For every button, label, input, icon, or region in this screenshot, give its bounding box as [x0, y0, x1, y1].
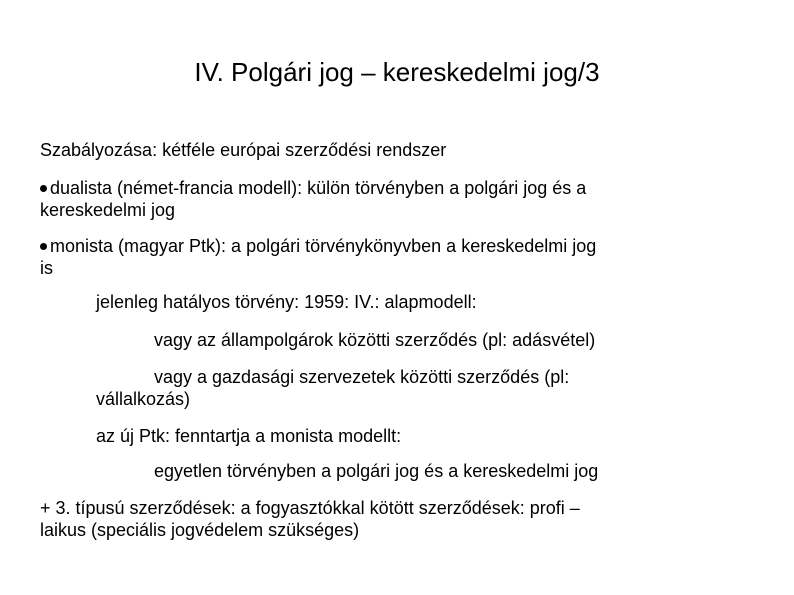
third-type-continued: laikus (speciális jogvédelem szükséges) — [40, 520, 360, 540]
intro-line — [40, 139, 446, 161]
option-two-continued: vállalkozás) — [96, 389, 191, 409]
bullet-dot-icon — [40, 185, 47, 192]
bullet-dot-icon — [40, 243, 47, 250]
slide-title: IV. Polgári jog – kereskedelmi jog/3 — [194, 57, 600, 87]
bullet-monista — [40, 235, 596, 257]
bullet-dualista-continued: kereskedelmi jog — [40, 200, 176, 220]
third-type-line: + 3. típusú szerződések: a fogyasztókkal kötött szerződések: profi – — [40, 498, 580, 518]
intro-label: Szabályozása: — [40, 140, 158, 160]
intro-text: kétféle európai szerződési rendszer — [157, 140, 447, 160]
bullet-text: (magyar Ptk): a polgári törvénykönyvben a kereskedelmi jog — [113, 236, 597, 256]
bullet-term: dualista — [50, 178, 113, 198]
option-two-line: vagy a gazdasági szervezetek közötti szerződés (pl: — [154, 367, 570, 387]
bullet-dualista — [40, 177, 586, 199]
bullet-text: (német-francia modell): külön törvényben a polgári jog és a — [112, 178, 587, 198]
new-ptk-line: az új Ptk: fenntartja a monista modellt: — [96, 426, 402, 446]
bullet-term: monista — [50, 236, 114, 256]
option-one-line: vagy az állampolgárok közötti szerződés (pl: adásvétel) — [154, 330, 596, 350]
new-ptk-detail-line: egyetlen törvényben a polgári jog és a kereskedelmi jog — [154, 461, 599, 481]
current-law-line: jelenleg hatályos törvény: 1959: IV.: alapmodell: — [96, 292, 477, 312]
bullet-monista-continued: is — [40, 258, 53, 278]
